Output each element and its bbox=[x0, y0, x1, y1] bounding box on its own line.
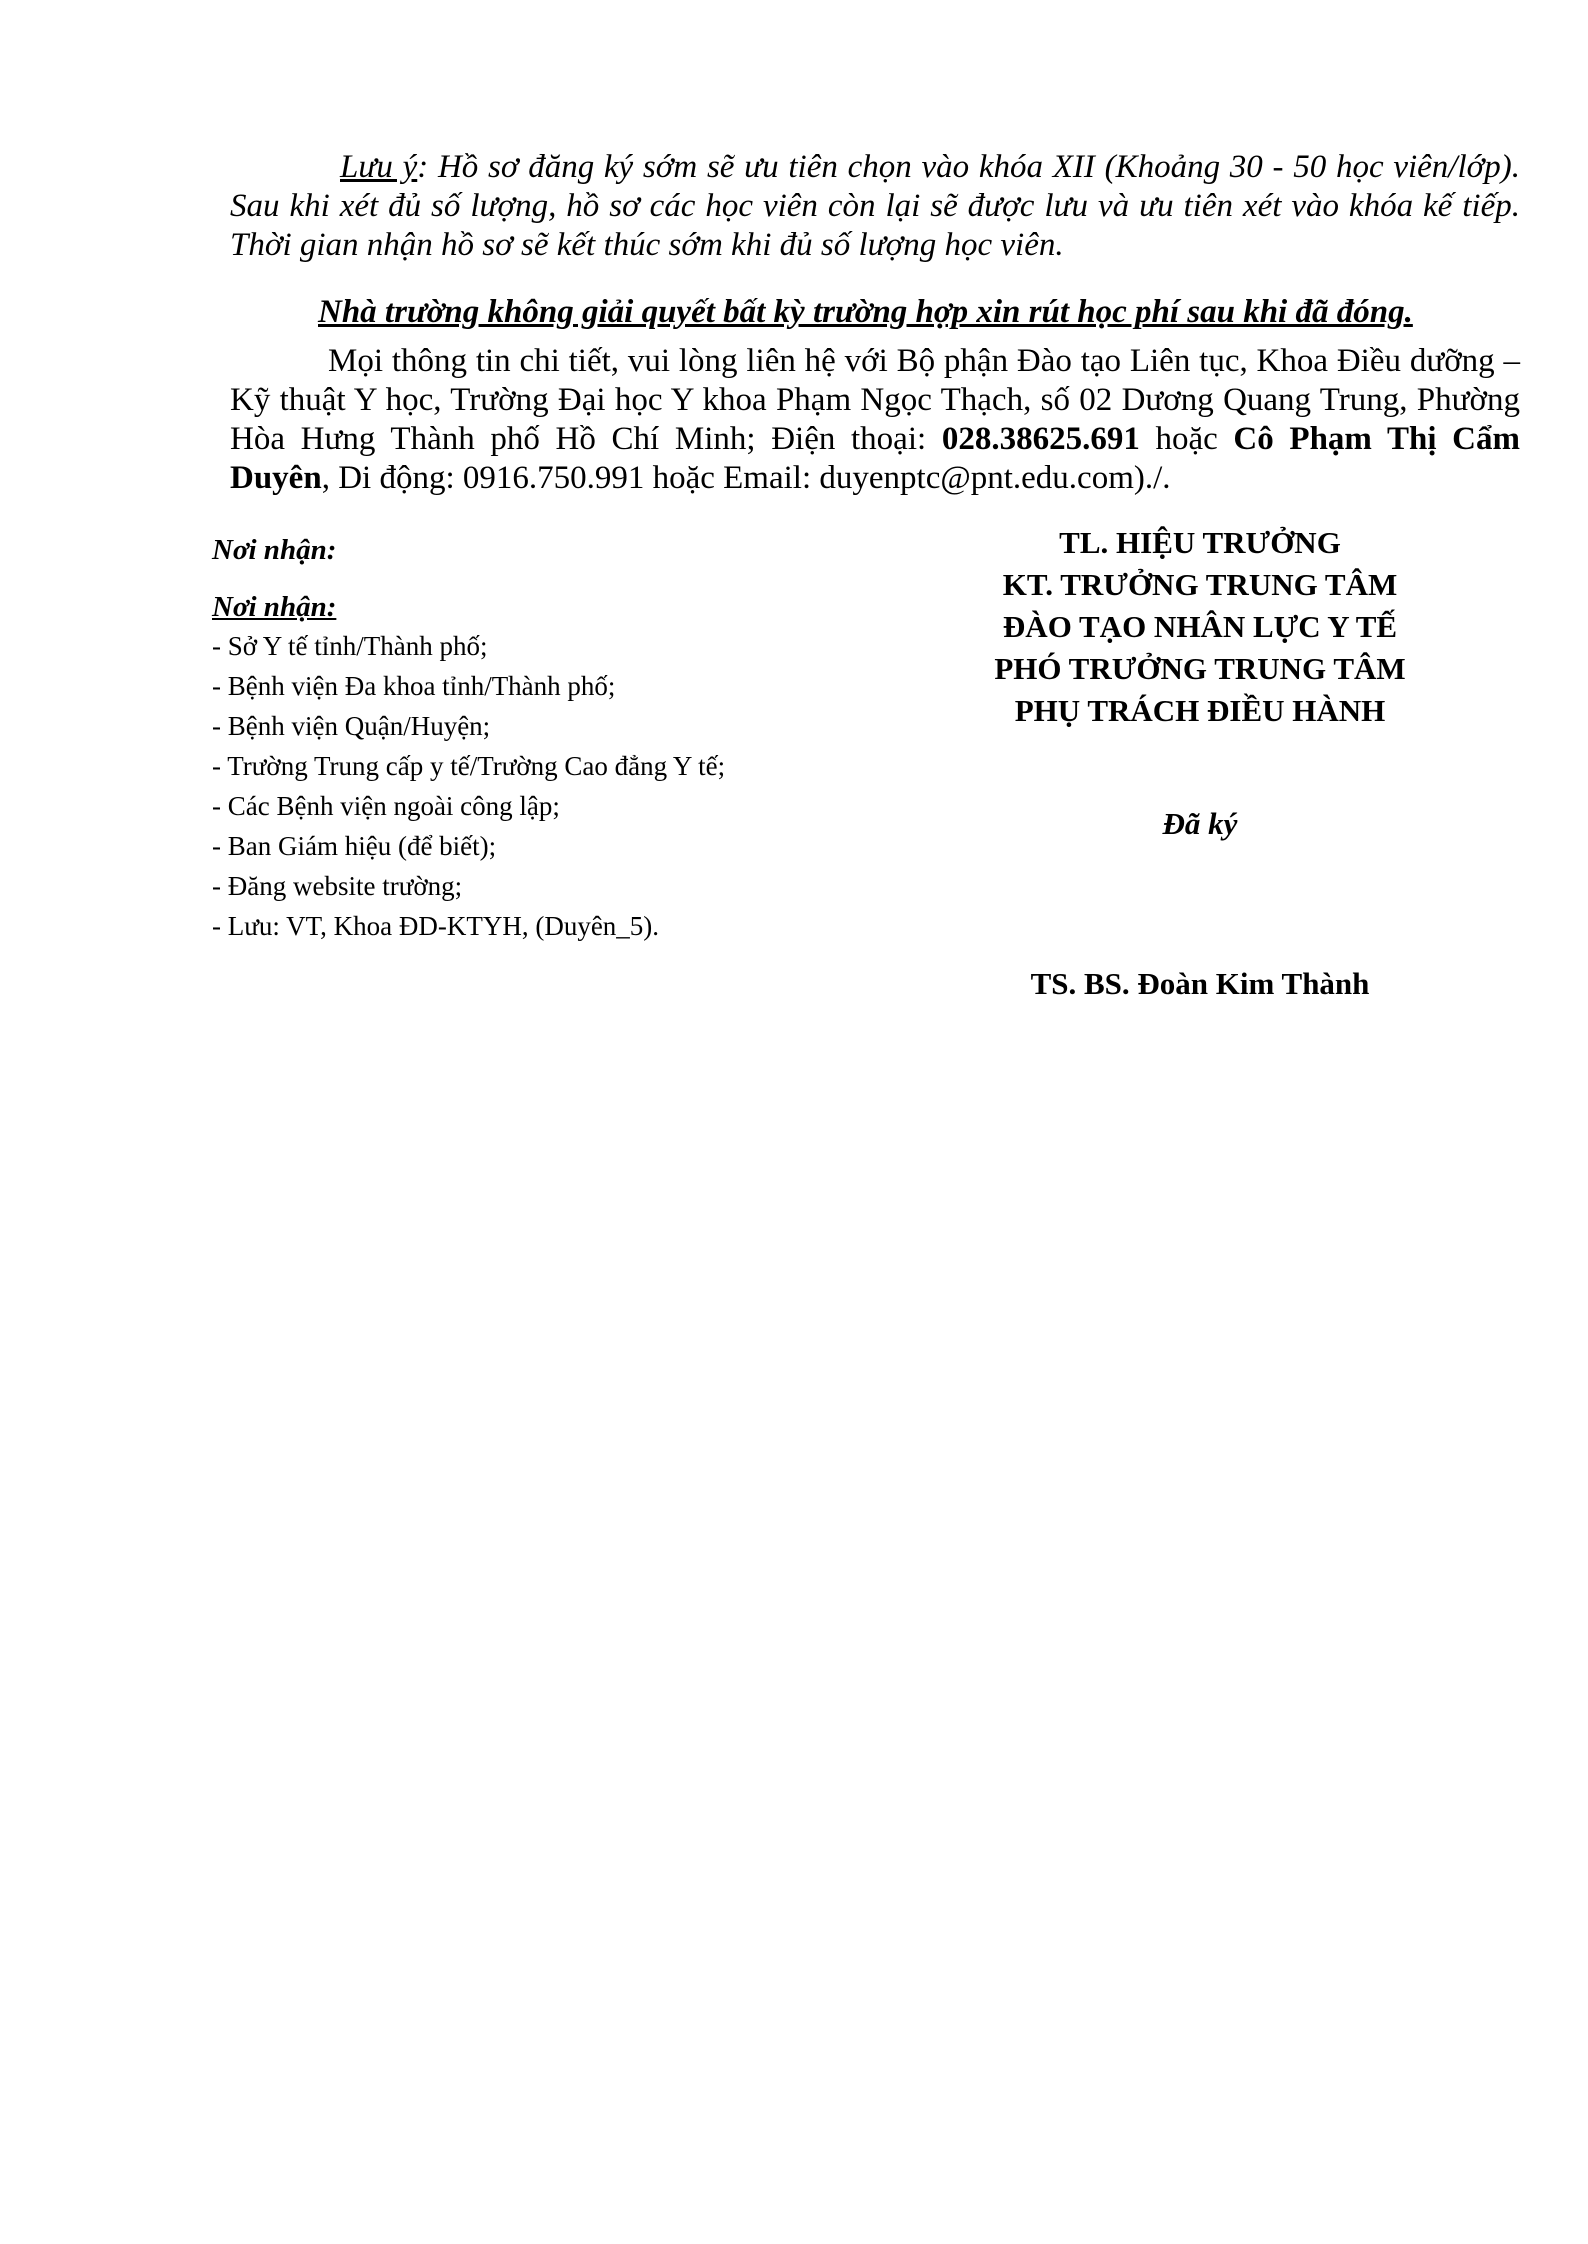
signature-title-line: TL. HIỆU TRƯỞNG bbox=[1059, 525, 1341, 560]
contact-text-2: hoặc bbox=[1139, 421, 1234, 457]
recipient-item: - Ban Giám hiệu (để biết); bbox=[212, 831, 497, 861]
recipient-item: - Các Bệnh viện ngoài công lập; bbox=[212, 791, 560, 821]
note-label: Lưu ý bbox=[340, 149, 418, 185]
signature-title-lines bbox=[900, 522, 1500, 732]
signed-mark: Đã ký bbox=[1162, 806, 1238, 841]
note-text: : Hồ sơ đăng ký sớm sẽ ưu tiên chọn vào khóa XII (Khoảng 30 - 50 học viên/lớp). Sau khi xét đủ số lượng, hồ sơ các học viên còn lại sẽ được lưu và ưu tiên xét vào khóa kế tiếp. Thời gian nhận hồ sơ sẽ kết thúc sớm khi đủ số lượng học viên. bbox=[230, 149, 1520, 263]
recipients-list bbox=[212, 626, 812, 946]
note-paragraph bbox=[230, 148, 1520, 265]
tuition-warning: Nhà trường không giải quyết bất kỳ trường hợp xin rút học phí sau khi đã đóng. bbox=[318, 294, 1413, 330]
recipient-item: - Lưu: VT, Khoa ĐD-KTYH, (Duyên_5). bbox=[212, 911, 660, 941]
signature-title-line: PHỤ TRÁCH ĐIỀU HÀNH bbox=[1014, 693, 1386, 728]
contact-phone: 028.38625.691 bbox=[941, 421, 1140, 457]
recipient-item: - Đăng website trường; bbox=[212, 871, 463, 901]
recipient-item: - Bệnh viện Đa khoa tỉnh/Thành phố; bbox=[212, 671, 616, 701]
contact-person: Cô Phạm Thị Cẩm Duyên bbox=[230, 421, 1520, 496]
signature-title-line: PHÓ TRƯỞNG TRUNG TÂM bbox=[994, 651, 1406, 686]
recipients-heading-secondary: Nơi nhận: bbox=[212, 591, 337, 623]
contact-text-1: Mọi thông tin chi tiết, vui lòng liên hệ với Bộ phận Đào tạo Liên tục, Khoa Điều dưỡng – Kỹ thuật Y học, Trường Đại học Y khoa Phạm Ngọc Thạch, số 02 Dương Quang Trung, Phường Hòa Hưng Thành phố Hồ Chí Minh; Điện thoại: bbox=[230, 343, 1520, 457]
recipient-item: - Trường Trung cấp y tế/Trường Cao đẳng Y tế; bbox=[212, 751, 726, 781]
signature-title-line: ĐÀO TẠO NHÂN LỰC Y TẾ bbox=[1002, 609, 1398, 644]
recipient-item: - Bệnh viện Quận/Huyện; bbox=[212, 711, 491, 741]
contact-paragraph bbox=[230, 342, 1520, 498]
recipients-heading: Nơi nhận: bbox=[212, 534, 337, 566]
contact-text-3: , Di động: 0916.750.991 hoặc Email: duyenptc@pnt.edu.com)./. bbox=[321, 460, 1171, 496]
signature-block bbox=[900, 522, 1500, 1004]
recipients-section bbox=[212, 533, 812, 946]
recipient-item: - Sở Y tế tỉnh/Thành phố; bbox=[212, 631, 488, 661]
signer-name: TS. BS. Đoàn Kim Thành bbox=[1030, 966, 1370, 1001]
signature-title-line: KT. TRƯỞNG TRUNG TÂM bbox=[1002, 567, 1398, 602]
